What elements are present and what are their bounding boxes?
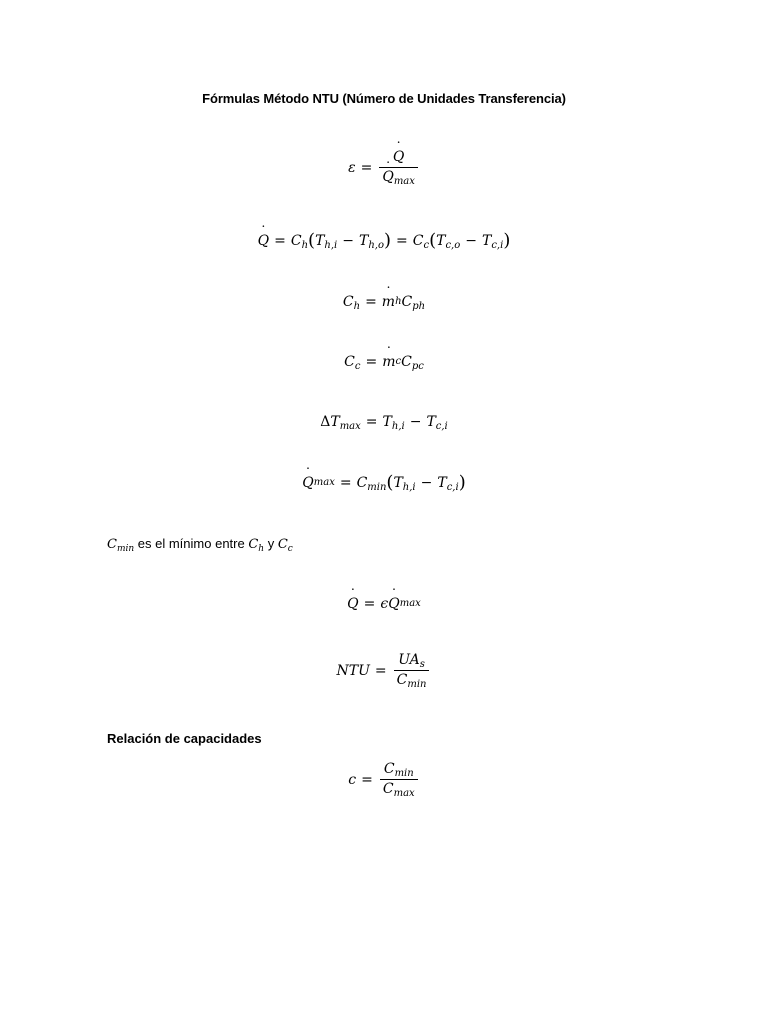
equation-qmax: ˙ Q max = $C_{min}$ ( $T_{h,i}$ − $T_{c,i}$ ) — [0, 474, 768, 492]
page-title: Fórmulas Método NTU (Número de Unidades Transferencia) — [202, 91, 566, 106]
equation-delta-tmax: Δ $T_{max}$ = $T_{h,i}$ − $T_{c,i}$ — [320, 414, 448, 432]
equation-effectiveness: ε = ˙ Q ˙ $Q_{max}$ — [0, 150, 768, 186]
equation-q-eps: ˙ Q = ϵ ˙ Q max — [0, 596, 768, 612]
equation-cc: $C_c$ = ˙ m c $C_{pc}$ — [0, 354, 768, 370]
equation-ntu: NTU = $\frac{UA_s}{C_{min}}$ — [0, 653, 768, 689]
note-cmin: $C_{min}$ es el mínimo entre $C_h$ y $C_c$ — [107, 536, 293, 554]
equation-ch: $C_h$ = ˙ m h $C_{ph}$ — [0, 294, 768, 310]
equation-heat-balance: ˙ Q = $C_h$ ( $T_{h,i}$ − $T_{h,o}$ ) = $C_c$ ( $T_{c,o}$ − $T_{c,i}$ ) — [0, 232, 768, 250]
equation-capacity-ratio: c = $\frac{C_{min}}{C_{max}}$ — [0, 762, 768, 798]
section-label-capacidades: Relación de capacidades — [107, 731, 262, 746]
